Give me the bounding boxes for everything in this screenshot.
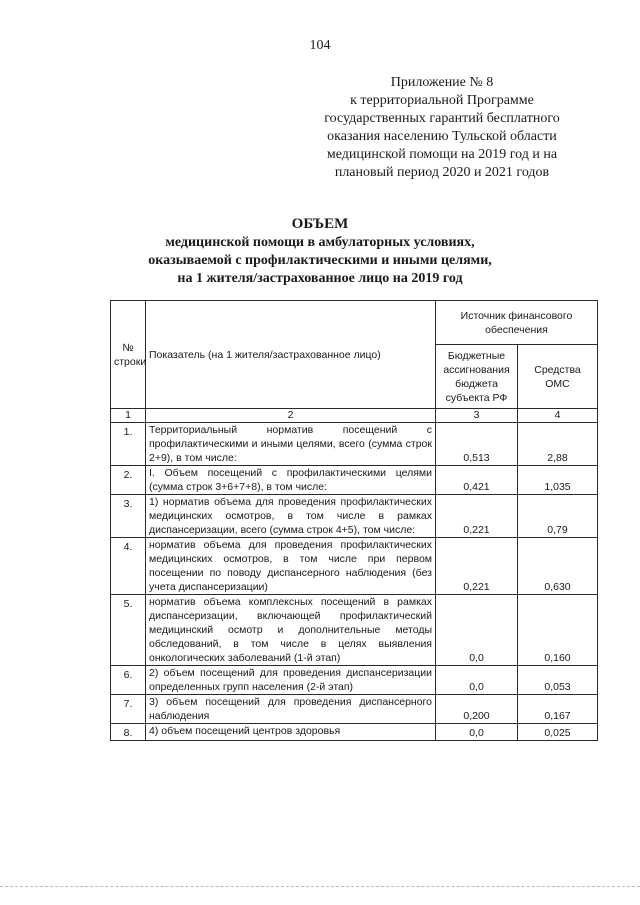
appendix-line: Приложение № 8 (390, 75, 494, 90)
row-budget-value: 0,200 (436, 695, 518, 724)
column-index-row (111, 409, 598, 423)
row-budget-value: 0,0 (436, 595, 518, 666)
row-indicator: норматив объема комплексных посещений в рамках диспансеризации, включающей профилактический медицинский осмотр и дополнительные методы обследований, в том числе в целях выявления онкологических заболеваний (1-й этап) (146, 595, 436, 666)
row-number: 8. (111, 724, 146, 741)
document-title: ОБЪЕМ (291, 216, 349, 232)
row-number: 3. (111, 495, 146, 538)
row-number: 7. (111, 695, 146, 724)
column-index: 1 (111, 409, 146, 423)
appendix-header (300, 74, 584, 182)
row-number: 5. (111, 595, 146, 666)
table-row (111, 666, 598, 695)
row-oms-value: 0,630 (518, 538, 598, 595)
row-indicator: I. Объем посещений с профилактическими целями (сумма строк 3+6+7+8), в том числе: (146, 466, 436, 495)
row-number: 2. (111, 466, 146, 495)
document-subtitle-line: оказываемой с профилактическими и иными целями, (148, 253, 492, 268)
header-budget: Бюджетные ассигнования бюджета субъекта РФ (436, 345, 518, 409)
column-index: 3 (436, 409, 518, 423)
page-number: 104 (309, 38, 331, 53)
table-row (111, 538, 598, 595)
row-indicator: 2) объем посещений для проведения диспансеризации определенных групп населения (2-й этап) (146, 666, 436, 695)
document-heading (0, 214, 640, 288)
appendix-line: плановый период 2020 и 2021 годов (334, 165, 550, 180)
appendix-line: государственных гарантий бесплатного (324, 111, 560, 126)
row-budget-value: 0,0 (436, 724, 518, 741)
volume-table (110, 300, 598, 741)
row-indicator: 3) объем посещений для проведения диспансерного наблюдения (146, 695, 436, 724)
table-row (111, 724, 598, 741)
column-index: 2 (146, 409, 436, 423)
header-oms: Средства ОМС (518, 345, 598, 409)
table-row (111, 466, 598, 495)
row-budget-value: 0,221 (436, 538, 518, 595)
appendix-line: медицинской помощи на 2019 год и на (326, 147, 558, 162)
row-indicator: 1) норматив объема для проведения профилактических медицинских осмотров, в том числе в рамках диспансеризации, всего (сумма строк 4+5), том числе: (146, 495, 436, 538)
appendix-line: оказания населению Тульской области (327, 129, 557, 144)
table-row (111, 695, 598, 724)
row-oms-value: 0,160 (518, 595, 598, 666)
row-budget-value: 0,421 (436, 466, 518, 495)
row-number: 4. (111, 538, 146, 595)
row-oms-value: 0,025 (518, 724, 598, 741)
row-oms-value: 2,88 (518, 423, 598, 466)
row-number: 1. (111, 423, 146, 466)
table-row (111, 595, 598, 666)
page-bottom-divider (0, 886, 640, 887)
header-row (111, 301, 598, 345)
column-index: 4 (518, 409, 598, 423)
row-indicator: Территориальный норматив посещений с профилактическими и иными целями, всего (сумма строк 2+9), в том числе: (146, 423, 436, 466)
row-indicator: 4) объем посещений центров здоровья (146, 724, 436, 741)
row-number: 6. (111, 666, 146, 695)
row-budget-value: 0,513 (436, 423, 518, 466)
document-subtitle-line: на 1 жителя/застрахованное лицо на 2019 год (177, 271, 463, 286)
header-row-number: № строки (111, 301, 146, 409)
appendix-line: к территориальной Программе (350, 93, 534, 108)
row-oms-value: 0,167 (518, 695, 598, 724)
row-budget-value: 0,221 (436, 495, 518, 538)
table-row (111, 495, 598, 538)
header-indicator: Показатель (на 1 жителя/застрахованное лицо) (146, 301, 436, 409)
row-budget-value: 0,0 (436, 666, 518, 695)
row-oms-value: 0,053 (518, 666, 598, 695)
header-funding-source: Источник финансового обеспечения (436, 301, 598, 345)
row-oms-value: 0,79 (518, 495, 598, 538)
table-row (111, 423, 598, 466)
row-oms-value: 1,035 (518, 466, 598, 495)
row-indicator: норматив объема для проведения профилактических медицинских осмотров, в том числе при первом посещении по поводу диспансерного наблюдения (без учета диспансеризации) (146, 538, 436, 595)
document-subtitle-line: медицинской помощи в амбулаторных условиях, (165, 235, 475, 250)
